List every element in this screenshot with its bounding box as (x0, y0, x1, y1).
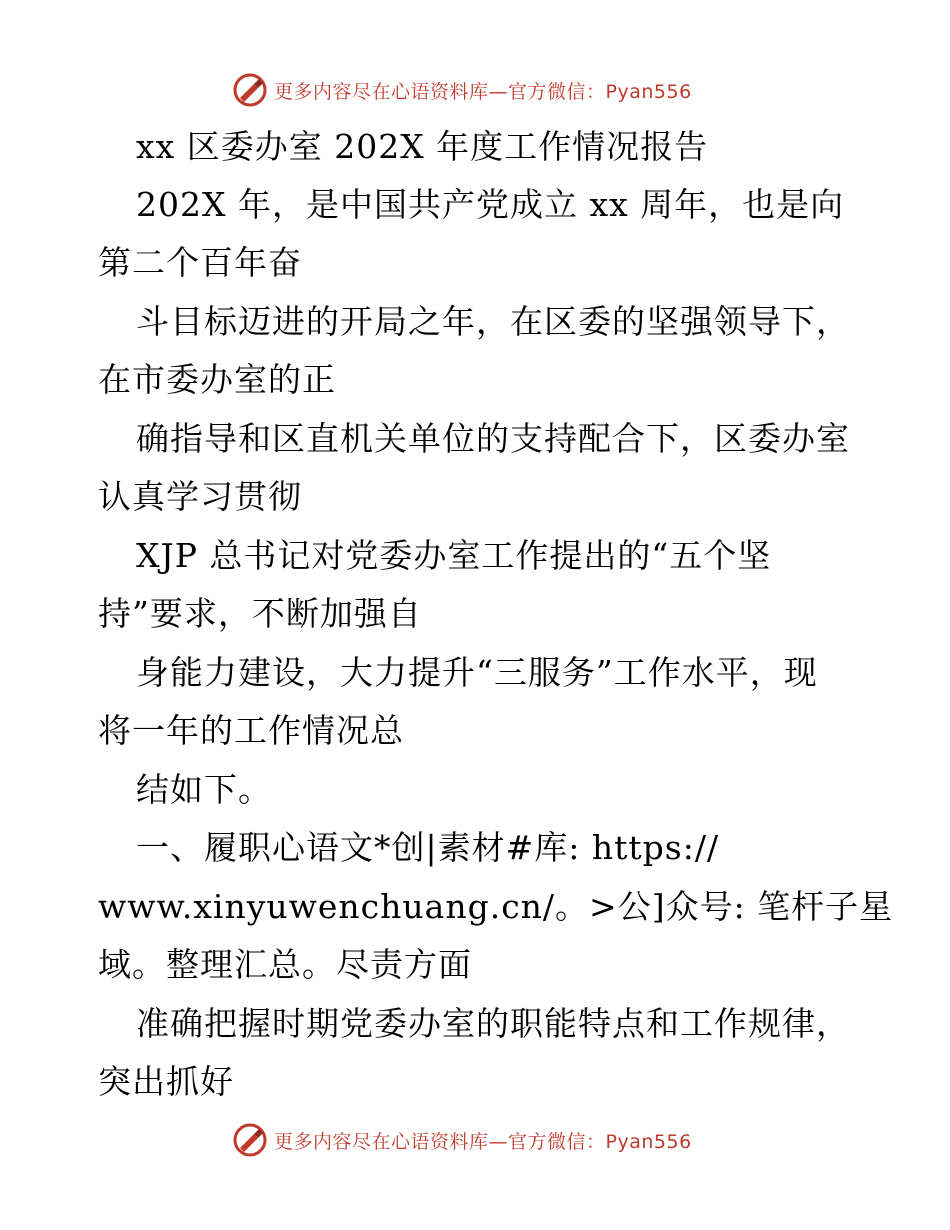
paragraph-line: 持”要求，不断加强自 (98, 594, 422, 633)
paragraph-line: 域。整理汇总。尽责方面 (98, 945, 472, 984)
section-heading-line: 一、履职心语文*创|素材#库: https:// (136, 828, 720, 867)
paragraph-line: XJP 总书记对党委办室工作提出的“五个坚 (136, 536, 772, 575)
header-banner-text: 更多内容尽在心语资料库—官方微信：Pyan556 (274, 80, 692, 103)
paragraph-line: 准确把握时期党委办室的职能特点和工作规律， (136, 1004, 850, 1043)
footer-watermark-banner (232, 1120, 692, 1160)
paragraph-line: 结如下。 (136, 770, 272, 809)
paragraph-line: 斗目标迈进的开局之年，在区委的坚强领导下， (136, 302, 850, 341)
paragraph-line: 认真学习贯彻 (98, 477, 302, 516)
paragraph-line: 身能力建设，大力提升“三服务”工作水平，现 (136, 653, 818, 692)
paragraph-line: 确指导和区直机关单位的支持配合下，区委办室 (136, 419, 850, 458)
paragraph-line: 在市委办室的正 (98, 360, 336, 399)
paragraph-line: 第二个百年奋 (98, 243, 302, 282)
paragraph-line: 突出抓好 (98, 1062, 234, 1101)
pen-logo-icon (232, 1122, 268, 1158)
document-title: xx 区委办室 202X 年度工作情况报告 (136, 127, 709, 166)
paragraph-line: www.xinyuwenchuang.cn/。>公]众号: 笔杆子星 (98, 887, 894, 926)
paragraph-line: 将一年的工作情况总 (98, 711, 404, 750)
footer-banner-text: 更多内容尽在心语资料库—官方微信：Pyan556 (274, 1130, 692, 1153)
paragraph-line: 202X 年，是中国共产党成立 xx 周年，也是向 (136, 185, 845, 224)
